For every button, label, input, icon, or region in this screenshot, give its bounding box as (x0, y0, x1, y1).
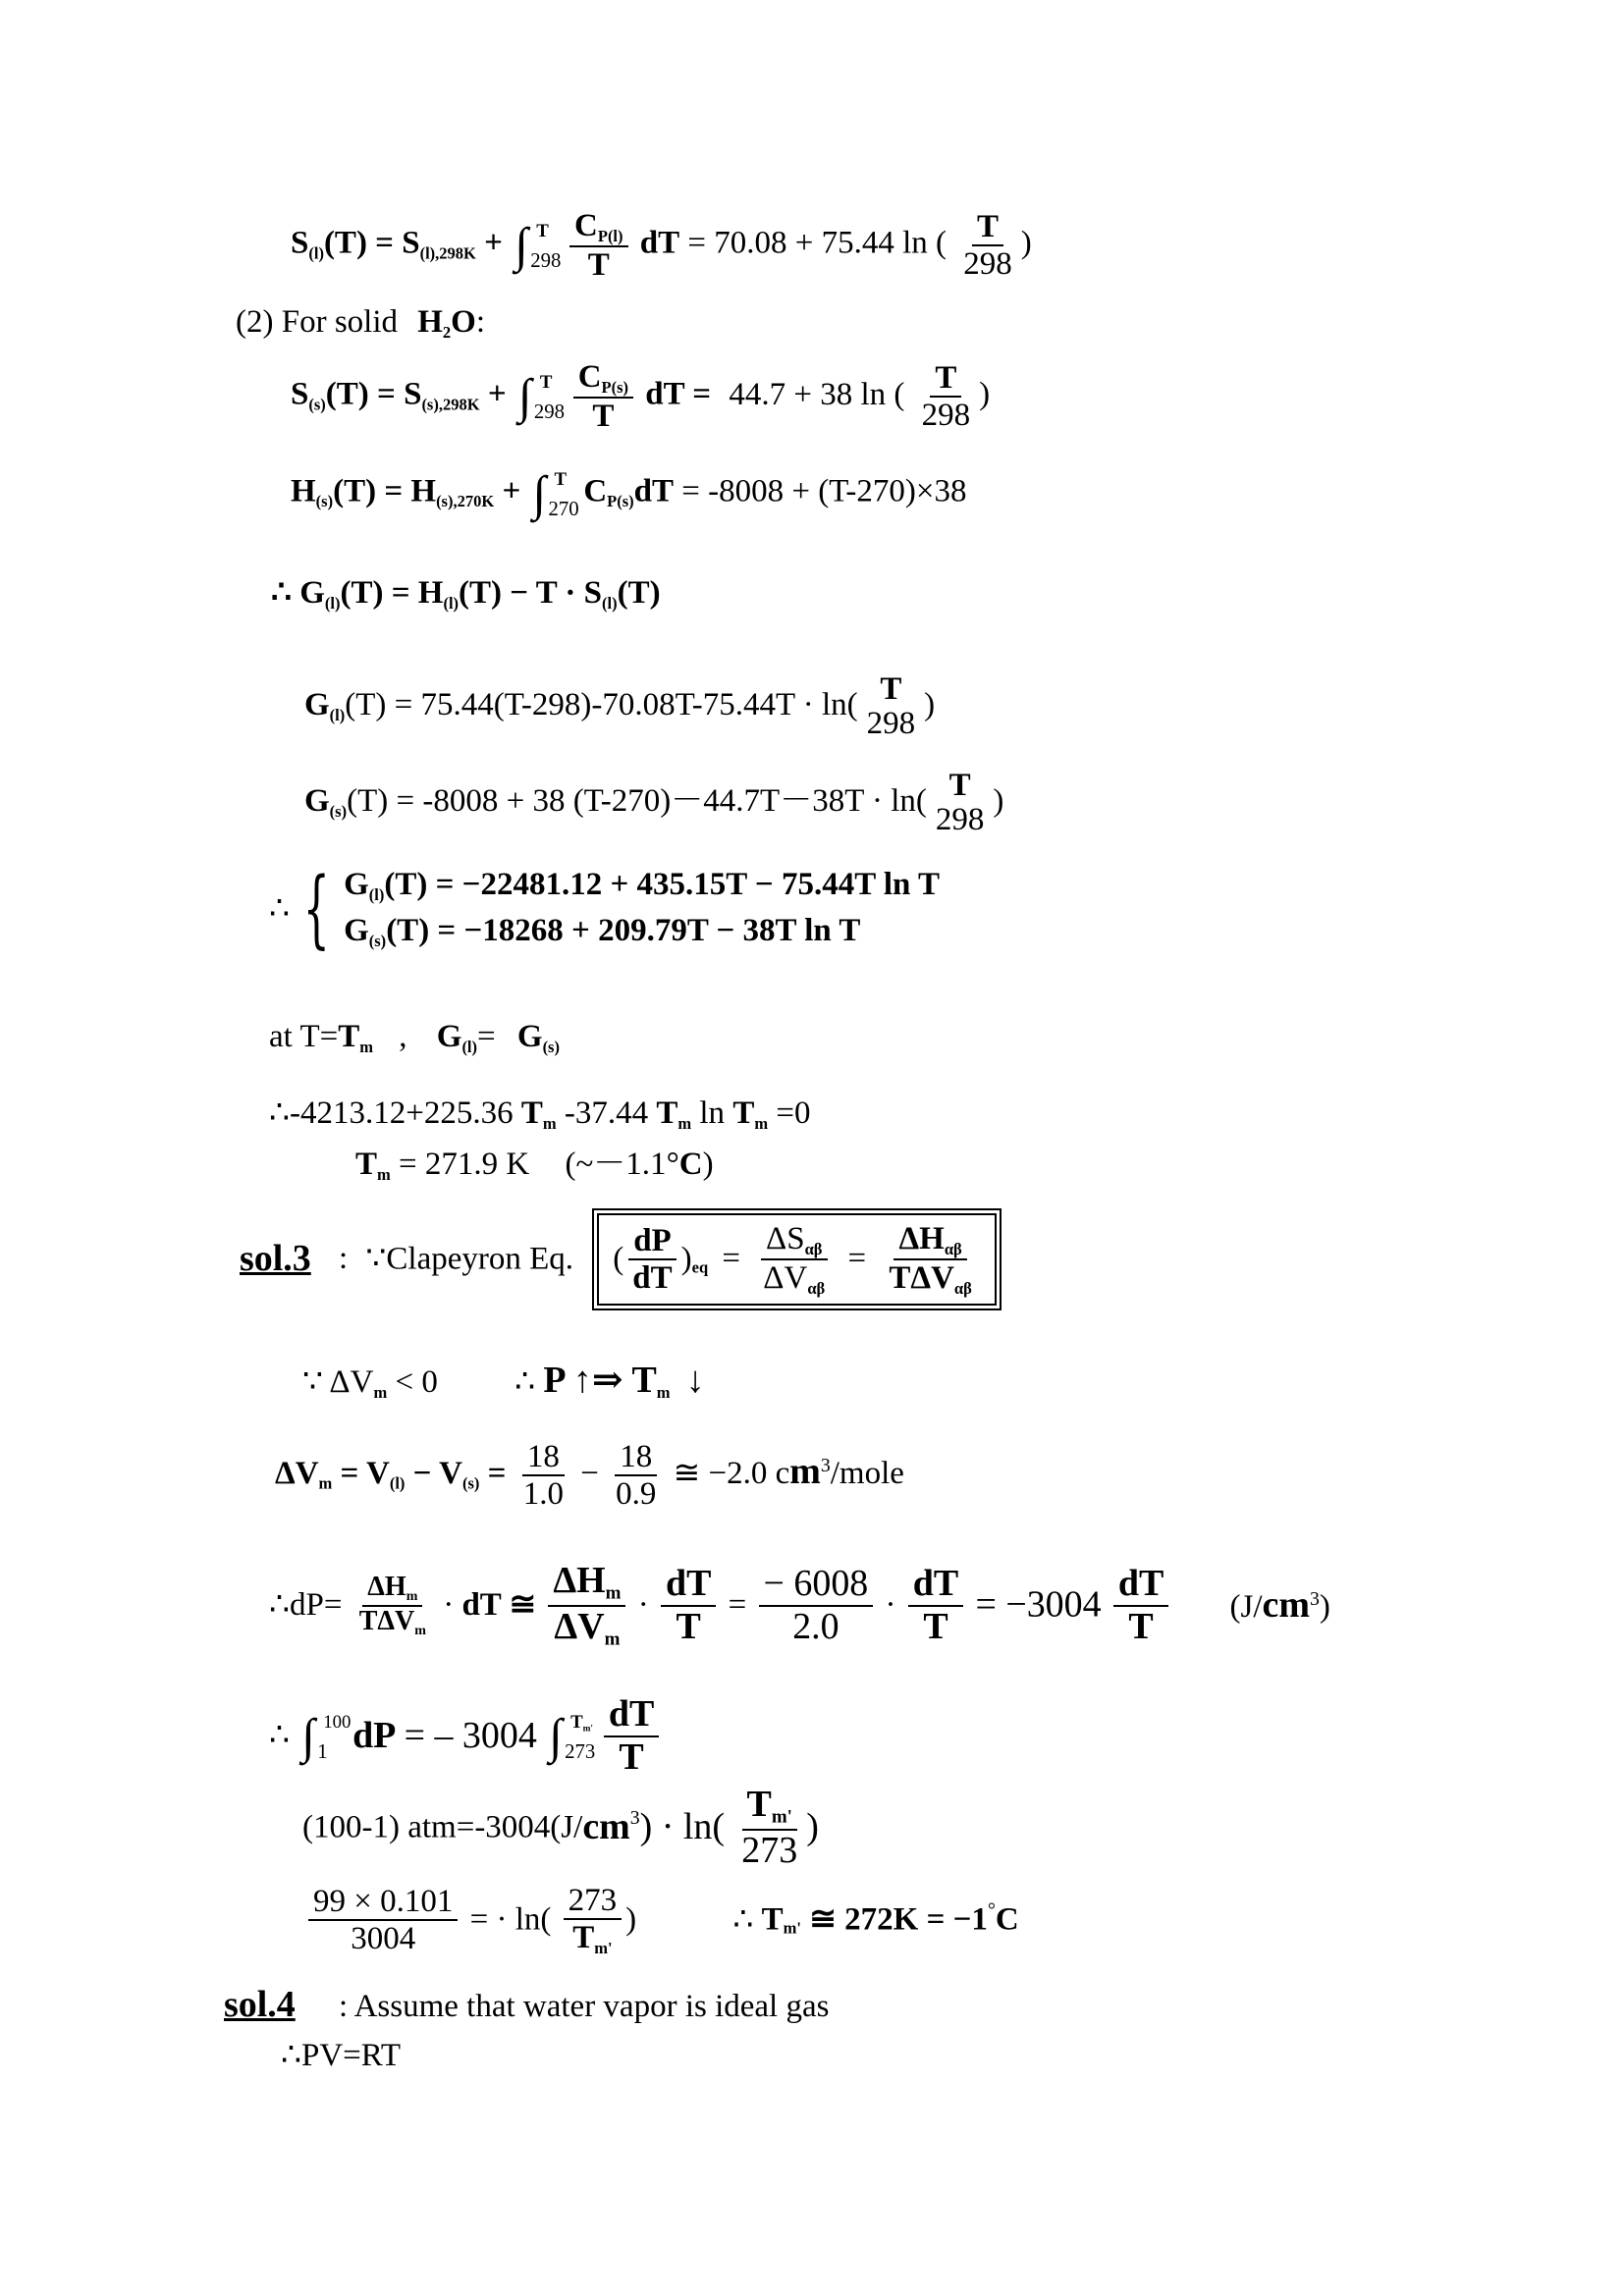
superscript: 3 (1309, 1587, 1320, 1610)
expression: ≅ 272K = −1 (809, 1901, 988, 1938)
equation-g-liquid (304, 673, 935, 741)
symbol: m (789, 1450, 821, 1492)
denominator: 3004 (351, 1921, 416, 1957)
symbol: C (583, 473, 608, 509)
degree: ° (666, 1147, 679, 1182)
symbol: dT (639, 225, 680, 261)
subscript: (s) (315, 492, 334, 511)
numerator: dT (908, 1564, 963, 1607)
subscript: (l) (389, 1473, 406, 1493)
subscript: αβ (804, 1239, 823, 1258)
numerator: T (746, 1784, 772, 1825)
numerator: T (972, 209, 1003, 246)
text: at T= (269, 1019, 339, 1054)
symbol: T (570, 1711, 583, 1733)
subscript: P(l) (597, 226, 623, 245)
denominator: 298 (935, 802, 985, 837)
expression: − V (412, 1455, 462, 1491)
equation-final-tm (304, 1883, 1019, 1957)
unit: cm (582, 1806, 630, 1848)
fraction (931, 770, 990, 837)
operator: + (502, 473, 521, 509)
subscript: m (677, 1113, 692, 1133)
numerator: ΔH (898, 1221, 945, 1256)
text: ∴PV=RT (281, 2038, 401, 2073)
integral-sign: ∫ 100 1 (301, 1708, 352, 1763)
expression: < 0 (395, 1364, 438, 1400)
fraction (917, 360, 976, 434)
fraction (958, 209, 1017, 283)
numerator: 99 × 0.101 (308, 1884, 458, 1921)
paren: ( (613, 1241, 624, 1277)
equation-dp (269, 1561, 1330, 1650)
operator: · (443, 1587, 455, 1623)
expression: = – 3004 (404, 1714, 537, 1756)
subscript: m' (783, 1918, 801, 1938)
paren: ) (993, 783, 1004, 820)
numerator: dT (604, 1694, 659, 1737)
numerator: T (930, 360, 961, 398)
system-row-liquid (344, 869, 940, 903)
numerator: 18 (615, 1439, 657, 1476)
symbol: C (995, 1901, 1019, 1938)
equation-s-solid (291, 359, 990, 434)
subscript: (l) (602, 593, 618, 613)
integral-lower: 273 (565, 1739, 596, 1763)
fraction (604, 1694, 659, 1778)
fraction (518, 1439, 568, 1513)
symbol: G (516, 1019, 543, 1054)
expression: = −3004 (975, 1583, 1102, 1626)
subscript: (l) (329, 705, 346, 724)
equation-gibbs-definition (271, 577, 661, 612)
symbol: H (417, 304, 443, 340)
expression: ∴-4213.12+225.36 (269, 1095, 514, 1131)
symbol: (T) = H (340, 575, 444, 611)
operator: − (580, 1455, 599, 1491)
expression: (100-1) atm=-3004(J/ (302, 1809, 583, 1845)
expression: (T) = 75.44(T-298)-70.08T-75.44T · ln( (345, 687, 858, 723)
subscript: (l) (308, 243, 324, 263)
equation-integral-dp (269, 1694, 663, 1778)
fraction (759, 1564, 874, 1647)
therefore-symbol: ∴ (732, 1901, 754, 1938)
unit: cm (1262, 1583, 1310, 1626)
subscript: (l) (443, 593, 460, 613)
ideal-gas-law (281, 2040, 401, 2072)
fraction (884, 1221, 976, 1298)
symbol: T (732, 1095, 755, 1131)
subscript: m (406, 1589, 418, 1605)
denominator: T (619, 1735, 644, 1778)
integral-upper: 100 (323, 1711, 352, 1733)
symbol: G (344, 913, 369, 949)
superscript: 3 (629, 1806, 640, 1829)
operator: + (484, 225, 503, 261)
operator: = (487, 1455, 507, 1491)
subscript: (l) (324, 593, 341, 613)
subscript: m (377, 1164, 391, 1184)
symbol: G (304, 687, 330, 723)
therefore-symbol: ∴ (271, 575, 292, 611)
paren: ) (979, 376, 991, 412)
subscript: 2 (442, 322, 452, 342)
subscript: (s) (368, 932, 387, 951)
expression: ≅ −2.0 c (673, 1455, 790, 1491)
fraction (573, 359, 633, 434)
text: (2) For solid (236, 304, 398, 340)
subscript: m (754, 1113, 769, 1133)
subscript: (s),270K (436, 492, 495, 511)
subscript: eq (691, 1257, 709, 1277)
fraction (548, 1561, 625, 1650)
subscript: (l) (368, 884, 385, 904)
expression: dT ≅ (461, 1587, 537, 1623)
heading-solid-water (236, 306, 485, 341)
integral-upper (570, 1711, 594, 1735)
symbol: (T) (617, 575, 661, 611)
numerator: 18 (522, 1439, 565, 1476)
punct: : (338, 1241, 349, 1277)
integral-lower: 298 (530, 249, 562, 273)
denominator: 2.0 (792, 1605, 839, 1647)
numerator: C (574, 208, 598, 243)
clapeyron-box (597, 1213, 997, 1306)
denominator: 1.0 (522, 1476, 564, 1513)
equation-h-solid (291, 466, 967, 520)
fraction (1113, 1564, 1168, 1647)
subscript: m (414, 1623, 426, 1638)
denominator: ΔV (554, 1605, 605, 1647)
denominator: T (592, 398, 615, 434)
expression: ∵ ΔV (302, 1364, 374, 1400)
condition-at-tm (269, 1021, 560, 1055)
expression: ) · ln( (639, 1806, 726, 1848)
fraction (611, 1439, 661, 1513)
subscript: m (318, 1473, 333, 1493)
subscript: m (359, 1037, 374, 1056)
expression: (T) = −22481.12 + 435.15T − 75.44T ln T (384, 867, 941, 902)
denominator: TΔV (358, 1605, 415, 1636)
symbol: T (520, 1095, 543, 1131)
equation-s-liquid (291, 208, 1032, 283)
punct: , (399, 1019, 407, 1054)
operator: = (477, 1019, 496, 1054)
symbol: T (338, 1019, 360, 1054)
subscript: αβ (807, 1278, 826, 1298)
text: : Assume that water vapor is ideal gas (338, 1989, 830, 2024)
denominator: dT (632, 1259, 673, 1296)
therefore-symbol: ∴ (269, 1718, 290, 1754)
expression: ∴dP= (269, 1587, 343, 1623)
denominator: 298 (866, 706, 916, 741)
denominator: T (1128, 1605, 1154, 1647)
symbol: G (436, 1019, 462, 1054)
integral-sign: ∫ T 298 (514, 218, 562, 273)
symbol: O (451, 304, 476, 340)
numerator: C (577, 359, 602, 395)
symbol: (T) − T · S (459, 575, 603, 611)
integral-sign: ∫ T 298 (517, 369, 566, 424)
fraction (862, 673, 921, 741)
subscript: (s) (329, 801, 348, 821)
fraction (569, 208, 628, 283)
expression: = 271.9 K (399, 1147, 530, 1182)
operator: · (885, 1587, 896, 1623)
subscript: m' (594, 1939, 613, 1958)
denominator: T (923, 1605, 948, 1647)
subscript: m (656, 1382, 671, 1402)
numerator: dP (628, 1223, 677, 1260)
fraction (661, 1564, 716, 1647)
operator: + (487, 376, 507, 412)
subscript: m (605, 1582, 622, 1604)
subscript: m (373, 1382, 388, 1402)
subscript: (s) (308, 395, 326, 414)
fraction (736, 1785, 802, 1871)
symbol: (T) = H (333, 473, 437, 509)
integral-sign: ∫ T 270 (532, 466, 579, 520)
subscript: m (542, 1113, 557, 1133)
symbol: S (291, 225, 309, 261)
symbol: T (656, 1095, 678, 1131)
integral-lower: 1 (317, 1739, 328, 1763)
paren: ) (924, 687, 936, 723)
paren: ) (1020, 225, 1032, 261)
paren: ) (806, 1806, 819, 1848)
denominator: ΔV (763, 1259, 808, 1296)
subscript: P(s) (601, 377, 629, 397)
subscript: αβ (953, 1278, 972, 1298)
expression: ln (699, 1095, 726, 1131)
therefore-symbol: ∴ (514, 1364, 536, 1400)
symbol: G (344, 867, 369, 902)
denominator: TΔV (889, 1259, 954, 1296)
system-rows (344, 869, 940, 950)
equation-tm-solve (269, 1097, 810, 1132)
solution-4-heading (224, 1984, 830, 2025)
subscript: (s),298K (421, 395, 480, 414)
expression: (T) = −18268 + 209.79T − 38T ln T (386, 913, 861, 949)
numerator: dT (1113, 1564, 1168, 1607)
therefore-symbol: ∴ (269, 890, 290, 927)
paren: ) (680, 1241, 692, 1277)
system-row-solid (344, 915, 940, 949)
integral-upper: T (539, 372, 553, 394)
numerator: T (948, 768, 971, 803)
fraction (564, 1883, 623, 1957)
integral-sign: ∫ $T_{m'}$ 273 (549, 1708, 596, 1763)
text: ∵Clapeyron Eq. (365, 1241, 574, 1277)
numerator: ΔH (553, 1560, 606, 1601)
numerator: − 6008 (759, 1564, 874, 1607)
subscript: (l) (461, 1037, 478, 1056)
equation-system (269, 859, 941, 958)
symbol: T (355, 1147, 378, 1182)
numerator: T (880, 671, 902, 707)
equation-atm-conversion (302, 1785, 819, 1871)
solution-label: sol.4 (224, 1984, 296, 2025)
superscript: 3 (820, 1455, 831, 1476)
expression: (T) = -8008 + 38 (T-270)－44.7T－38T · ln( (347, 783, 927, 820)
numerator: ΔS (766, 1221, 805, 1256)
expression: =0 (776, 1095, 811, 1131)
degree: ° (987, 1898, 996, 1921)
subscript: (s) (542, 1037, 560, 1056)
subscript: αβ (944, 1239, 962, 1258)
equation-delta-v (275, 1439, 904, 1513)
unit-label (1229, 1583, 1330, 1626)
fraction (627, 1223, 677, 1297)
solution-3-clapeyron (240, 1213, 997, 1306)
subscript: m' (582, 1724, 594, 1735)
brace: { (302, 859, 331, 958)
symbol: dP (352, 1714, 397, 1756)
operator: · (637, 1587, 649, 1623)
denominator: 0.9 (616, 1476, 657, 1513)
integral-lower: 270 (548, 497, 579, 520)
paren: ) (702, 1147, 714, 1182)
solution-label: sol.3 (240, 1237, 311, 1279)
symbol: ΔV (275, 1455, 319, 1491)
symbol: H (291, 473, 316, 509)
paren: ) (1319, 1588, 1330, 1625)
numerator: ΔH (367, 1572, 406, 1603)
result-tm (355, 1148, 714, 1183)
denominator: 273 (741, 1829, 798, 1871)
integral-lower: 298 (533, 400, 566, 424)
symbol: C (678, 1147, 703, 1182)
fraction (758, 1221, 830, 1298)
integral-upper: T (554, 469, 568, 490)
operator: = (728, 1587, 747, 1623)
symbol: (T) = S (325, 376, 422, 412)
operator: = (847, 1241, 867, 1277)
subscript: P(s) (607, 492, 634, 511)
denominator: T (587, 246, 610, 283)
fraction (354, 1573, 431, 1638)
expression: P ↑⇒ T (543, 1360, 657, 1401)
symbol: (T) = S (323, 225, 420, 261)
subscript: m (604, 1629, 621, 1650)
symbol: T (761, 1901, 784, 1938)
symbol: G (299, 575, 325, 611)
unit: (J/ (1229, 1588, 1263, 1625)
punct: : (475, 304, 486, 340)
expression: (~－1.1 (565, 1147, 667, 1182)
operator: = (722, 1241, 741, 1277)
symbol: dT (633, 473, 675, 509)
expression: = V (340, 1455, 390, 1491)
expression: = -8008 + (T-270)×38 (681, 473, 967, 509)
fraction (908, 1564, 963, 1647)
volume-change-sign (302, 1362, 705, 1401)
expression: 44.7 + 38 ln ( (729, 376, 905, 412)
paren: ) (625, 1901, 637, 1938)
symbol: dT = (645, 376, 712, 412)
numerator: 273 (564, 1883, 623, 1920)
denominator: 298 (963, 246, 1012, 283)
numerator: dT (661, 1564, 716, 1607)
symbol: S (291, 376, 309, 412)
subscript: (s) (461, 1473, 480, 1493)
expression: = 70.08 + 75.44 ln ( (687, 225, 947, 261)
symbol: G (304, 783, 330, 820)
expression: = · ln( (469, 1901, 552, 1938)
subscript: (l),298K (419, 243, 476, 263)
arrow: ↓ (685, 1360, 705, 1401)
equation-g-solid (304, 770, 1003, 837)
denominator: T (572, 1920, 595, 1956)
unit: /mole (830, 1455, 904, 1491)
denominator: T (676, 1605, 701, 1647)
subscript: m' (771, 1806, 792, 1828)
fraction (308, 1884, 458, 1957)
integral-upper: T (536, 221, 549, 242)
expression: -37.44 (564, 1095, 649, 1131)
denominator: 298 (921, 398, 971, 434)
